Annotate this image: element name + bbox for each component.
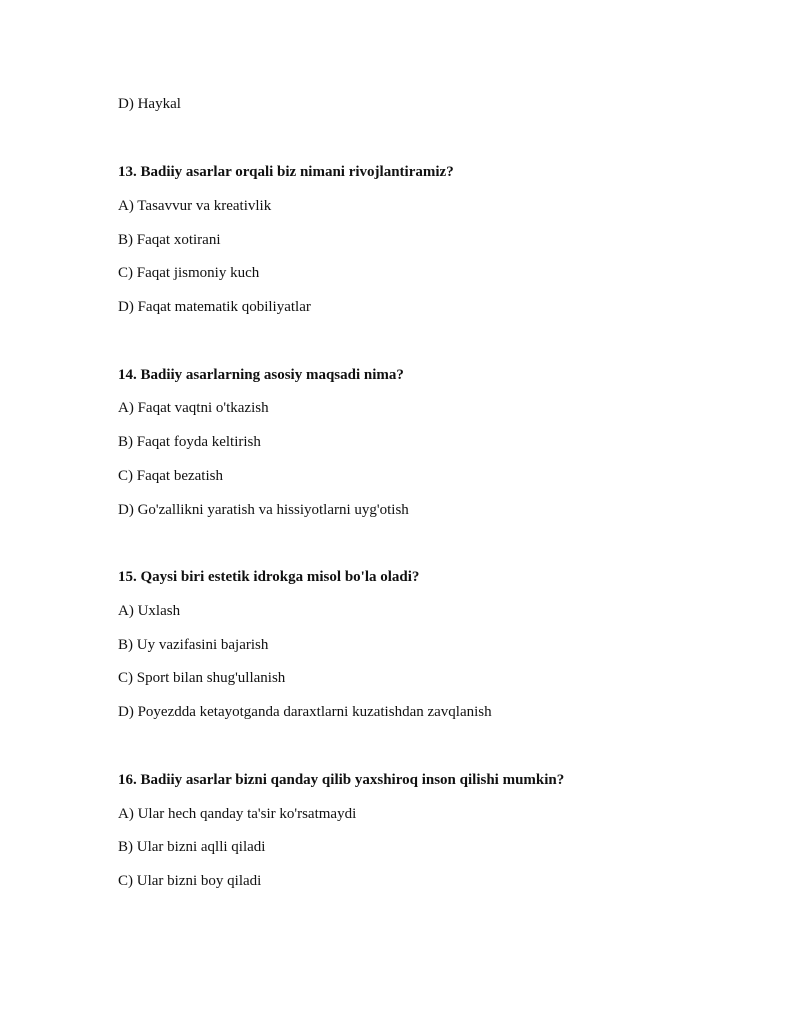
question-15-option-c: C) Sport bilan shug'ullanish <box>118 670 286 686</box>
question-16-option-c: C) Ular bizni boy qiladi <box>118 873 262 889</box>
question-15-title: 15. Qaysi biri estetik idrokga misol bo'la oladi? <box>118 569 420 585</box>
question-14-title: 14. Badiiy asarlarning asosiy maqsadi nima? <box>118 367 404 383</box>
question-13-option-c: C) Faqat jismoniy kuch <box>118 265 260 281</box>
question-16-title: 16. Badiiy asarlar bizni qanday qilib yaxshiroq inson qilishi mumkin? <box>118 772 565 788</box>
question-15-option-b: B) Uy vazifasini bajarish <box>118 637 269 653</box>
option-d-prev: D) Haykal <box>118 96 181 112</box>
question-13-option-d: D) Faqat matematik qobiliyatlar <box>118 299 311 315</box>
question-16-option-a: A) Ular hech qanday ta'sir ko'rsatmaydi <box>118 806 357 822</box>
question-15-option-a: A) Uxlash <box>118 603 181 619</box>
question-13-option-b: B) Faqat xotirani <box>118 232 221 248</box>
question-14-option-c: C) Faqat bezatish <box>118 468 223 484</box>
question-13-option-a: A) Tasavvur va kreativlik <box>118 198 272 214</box>
question-13-title: 13. Badiiy asarlar orqali biz nimani rivojlantiramiz? <box>118 164 454 180</box>
question-15-option-d: D) Poyezdda ketayotganda daraxtlarni kuzatishdan zavqlanish <box>118 704 492 720</box>
question-14-option-d: D) Go'zallikni yaratish va hissiyotlarni uyg'otish <box>118 502 409 518</box>
question-14-option-a: A) Faqat vaqtni o'tkazish <box>118 400 269 416</box>
question-14-option-b: B) Faqat foyda keltirish <box>118 434 261 450</box>
question-16-option-b: B) Ular bizni aqlli qiladi <box>118 839 266 855</box>
